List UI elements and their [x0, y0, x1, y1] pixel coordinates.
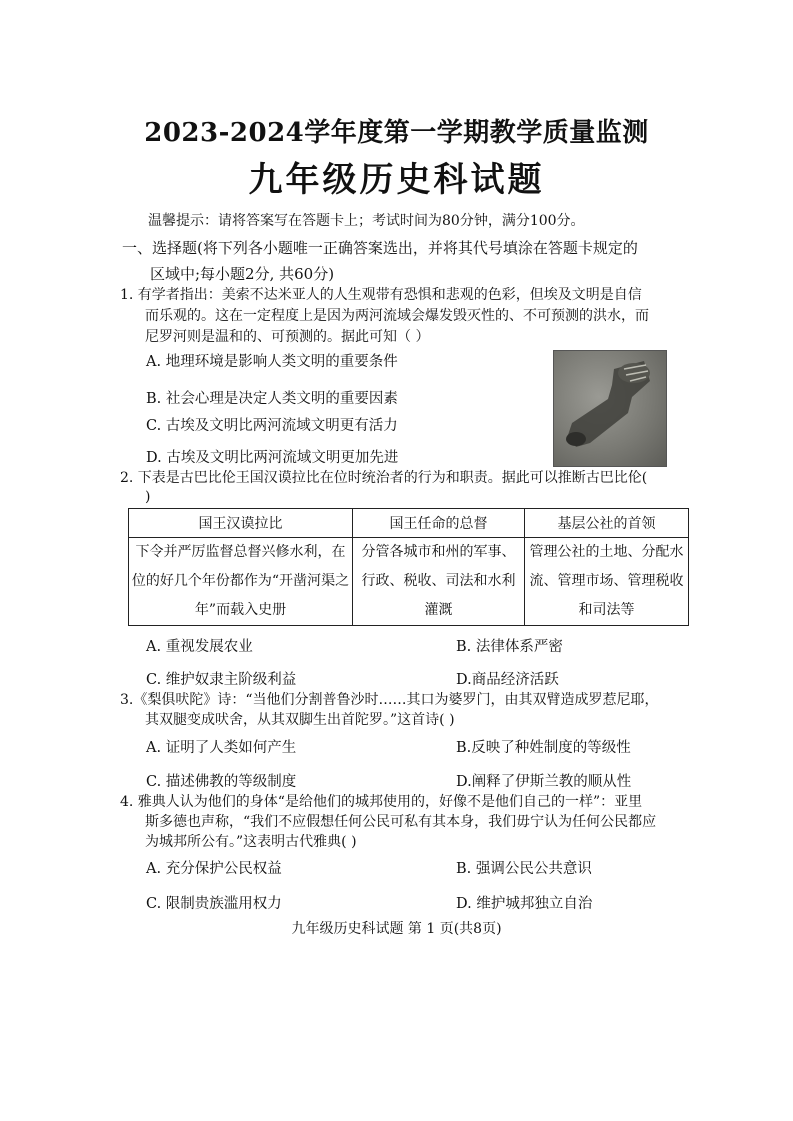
- question-4-line3: 为城邦所公有。”这表明古代雅典( ): [145, 834, 357, 850]
- exam-tip: 温馨提示：请将答案写在答题卡上；考试时间为80分钟，满分100分。: [148, 213, 585, 229]
- table-header: 基层公社的首领: [525, 509, 689, 538]
- table-cell: 下令并严厉监督总督兴修水利，在位的好几个年份都作为“开凿河渠之年”而载入史册: [129, 538, 353, 626]
- question-1-line1: 1. 有学者指出：美索不达米亚人的人生观带有恐惧和悲观的色彩，但埃及文明是自信: [120, 287, 642, 303]
- question-3-option-c[interactable]: C. 描述佛教的等级制度: [146, 774, 297, 790]
- artifact-photo: [553, 350, 667, 467]
- duties-table: [128, 508, 689, 626]
- exam-subtitle: 九年级历史科试题: [248, 160, 545, 200]
- question-4-option-a[interactable]: A. 充分保护公民权益: [146, 861, 282, 877]
- question-1-line2: 而乐观的。这在一定程度上是因为两河流域会爆发毁灭性的、不可预测的洪水，而: [145, 308, 649, 324]
- question-1-option-a[interactable]: A. 地理环境是影响人类文明的重要条件: [146, 354, 398, 370]
- table-header: 国王任命的总督: [353, 509, 525, 538]
- question-3-option-b[interactable]: B.反映了种姓制度的等级性: [456, 740, 631, 756]
- question-1-option-b[interactable]: B. 社会心理是决定人类文明的重要因素: [146, 391, 398, 407]
- question-2-option-d[interactable]: D.商品经济活跃: [456, 672, 559, 688]
- question-1-line3: 尼罗河则是温和的、可预测的。据此可知（ ）: [145, 329, 430, 345]
- table-cell: 管理公社的土地、分配水流、管理市场、管理税收和司法等: [525, 538, 689, 626]
- question-3-line1: 3.《梨俱吠陀》诗：“当他们分割普鲁沙时……其口为婆罗门，由其双臂造成罗惹尼耶，: [120, 692, 659, 708]
- question-4-option-d[interactable]: D. 维护城邦独立自治: [456, 896, 593, 912]
- question-1-option-d[interactable]: D. 古埃及文明比两河流域文明更加先进: [146, 450, 399, 466]
- section-heading-line1: 一、选择题(将下列各小题唯一正确答案选出，并将其代号填涂在答题卡规定的: [122, 239, 638, 257]
- table-cell: 分管各城市和州的军事、行政、税收、司法和水利灌溉: [353, 538, 525, 626]
- question-4-line2: 斯多德也声称，“我们不应假想任何公民可私有其本身，我们毋宁认为任何公民都应: [145, 814, 657, 830]
- question-1-option-c[interactable]: C. 古埃及文明比两河流域文明更有活力: [146, 418, 398, 434]
- question-2-option-a[interactable]: A. 重视发展农业: [146, 639, 253, 655]
- question-4-option-c[interactable]: C. 限制贵族滥用权力: [146, 896, 282, 912]
- artifact-vessel-icon: [554, 351, 666, 466]
- question-3-option-a[interactable]: A. 证明了人类如何产生: [146, 740, 297, 756]
- exam-title: 2023-2024学年度第一学期教学质量监测: [144, 118, 649, 148]
- question-4-line1: 4. 雅典人认为他们的身体“是给他们的城邦使用的，好像不是他们自己的一样”：亚里: [120, 794, 643, 810]
- table-row: [129, 538, 689, 626]
- question-3-option-d[interactable]: D.阐释了伊斯兰教的顺从性: [456, 774, 632, 790]
- question-2-line2: ): [145, 489, 151, 505]
- section-heading-line2: 区域中;每小题2分, 共60分): [150, 265, 335, 283]
- question-2-option-c[interactable]: C. 维护奴隶主阶级利益: [146, 672, 297, 688]
- page-footer: 九年级历史科试题 第 1 页(共8页): [291, 921, 502, 937]
- question-2-line1: 2. 下表是古巴比伦王国汉谟拉比在位时统治者的行为和职责。据此可以推断古巴比伦(: [120, 470, 648, 486]
- question-3-line2: 其双腿变成吠舍，从其双脚生出首陀罗。”这首诗( ): [145, 712, 455, 728]
- question-2-option-b[interactable]: B. 法律体系严密: [456, 639, 563, 655]
- table-header-row: [129, 509, 689, 538]
- table-header: 国王汉谟拉比: [129, 509, 353, 538]
- question-4-option-b[interactable]: B. 强调公民公共意识: [456, 861, 592, 877]
